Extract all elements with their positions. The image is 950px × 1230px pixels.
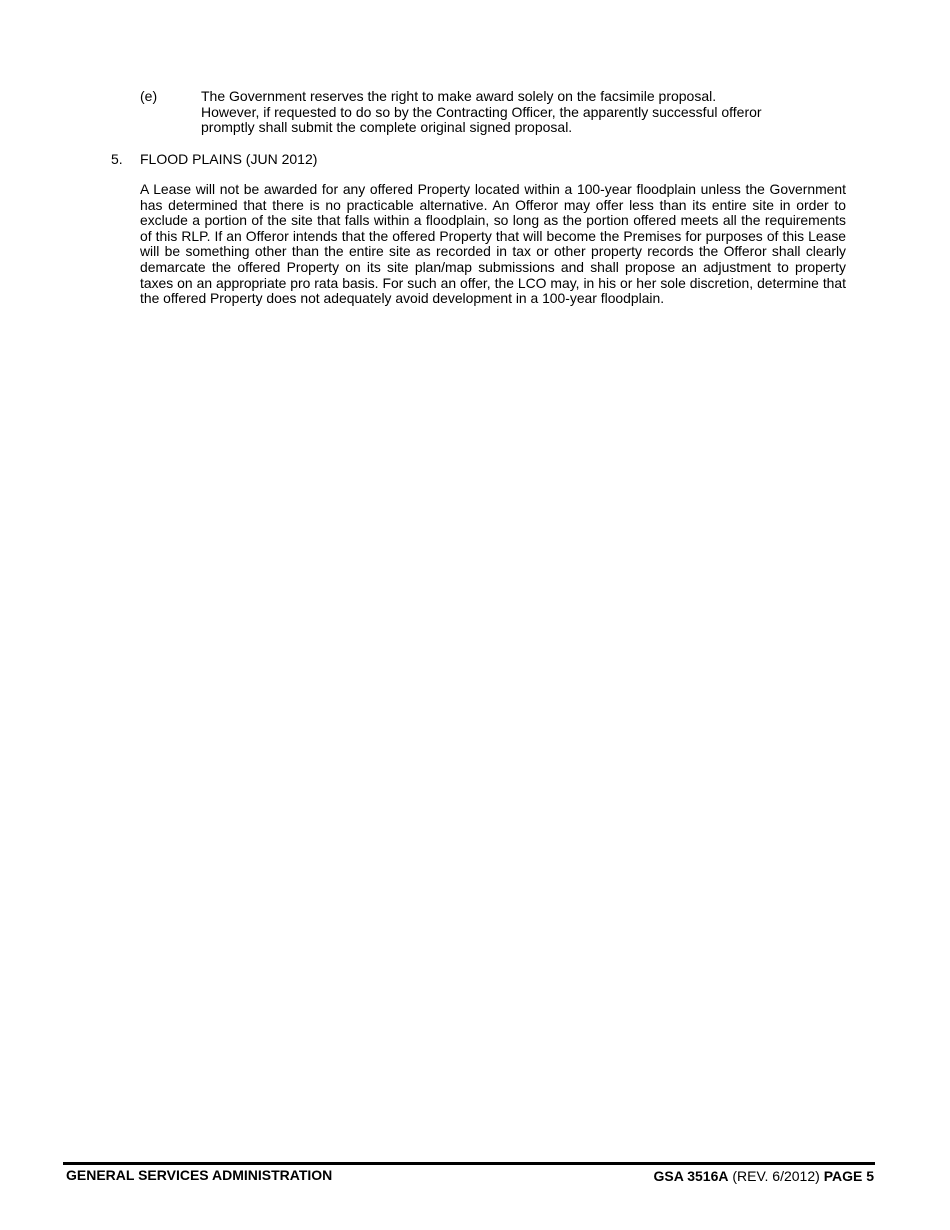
- list-item-letter: (e): [140, 88, 158, 104]
- footer-agency: GENERAL SERVICES ADMINISTRATION: [66, 1167, 333, 1183]
- footer-divider: [63, 1162, 875, 1165]
- footer-page-label: PAGE 5: [823, 1168, 874, 1184]
- footer-form-info: [654, 1168, 875, 1184]
- section-number: 5.: [111, 151, 123, 167]
- footer-revision: (REV. 6/2012): [732, 1168, 820, 1184]
- section-heading: [111, 151, 317, 167]
- list-item-text: The Government reserves the right to make award solely on the facsimile proposal. However, if requested to do so by the Contracting Officer, the apparently successful offeror promptly shall submit the complete original signed proposal.: [201, 88, 762, 135]
- section-body: A Lease will not be awarded for any offered Property located within a 100-year floodplain unless the Government has determined that there is no practicable alternative. An Offeror may offer less than its entire site in order to exclude a portion of the site that falls within a floodplain, so long as the portion offered meets all the requirements of this RLP. If an Offeror intends that the offered Property that will become the Premises for purposes of this Lease will be something other than the entire site as recorded in tax or other property records the Offeror shall clearly demarcate the offered Property on its site plan/map submissions and shall propose an adjustment to property taxes on an appropriate pro rata basis. For such an offer, the LCO may, in his or her sole discretion, determine that the offered Property does not adequately avoid development in a 100-year floodplain.: [140, 181, 846, 307]
- section-title: FLOOD PLAINS (JUN 2012): [140, 151, 318, 167]
- footer-form-number: GSA 3516A: [653, 1168, 729, 1184]
